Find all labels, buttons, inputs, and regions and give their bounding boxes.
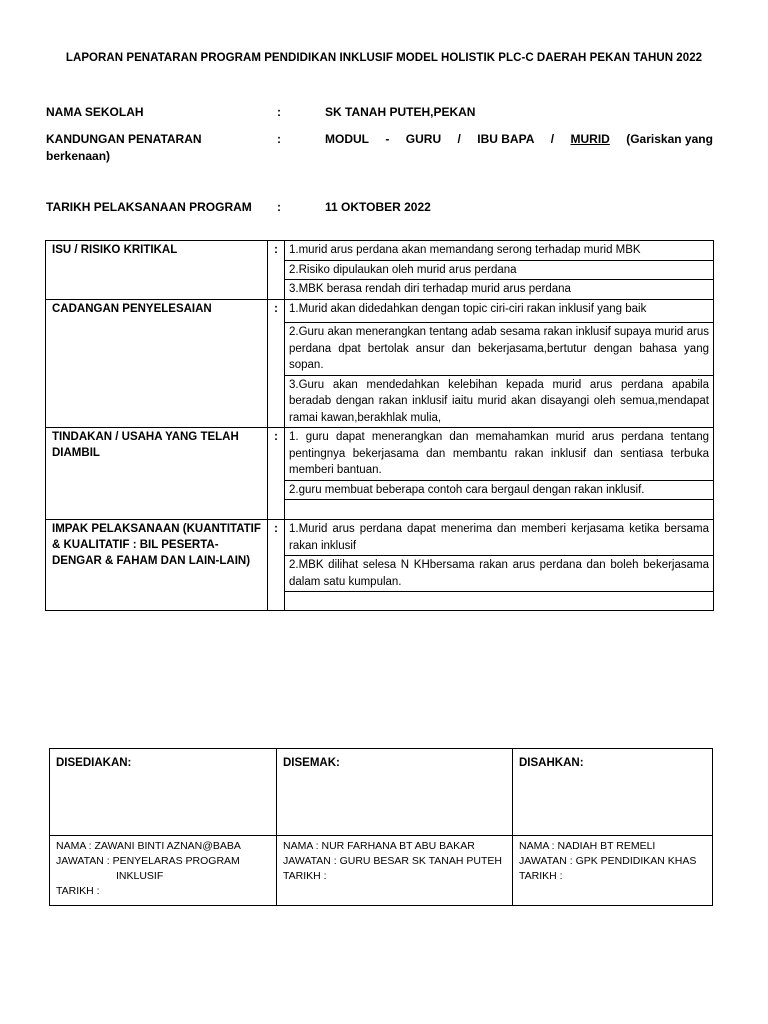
list-item: 1.Murid akan didedahkan dengan topic ciri-ciri rakan inklusif yang baik xyxy=(285,300,713,323)
section-items xyxy=(285,520,713,610)
list-item: 3.Guru akan mendedahkan kelebihan kepada murid arus perdana apabila beradab dengan rakan inklusif iaitu murid akan disayangi oleh semua,mendapat ramai kawan,berakhlak mulia, xyxy=(289,378,709,424)
list-item: 1.Murid arus perdana dapat menerima dan memberi kerjasama ketika bersama rakan inklusif xyxy=(285,520,713,556)
option-separator: / xyxy=(550,132,555,146)
option-note: (Gariskan yang xyxy=(626,132,713,146)
list-item xyxy=(285,592,713,611)
prepared-by-heading: DISEDIAKAN: xyxy=(50,749,277,836)
prepared-post-continued: INKLUSIF xyxy=(116,870,164,882)
section-row-issues xyxy=(46,241,714,300)
approved-by-details xyxy=(513,836,713,906)
approved-post: JAWATAN : GPK PENDIDIKAN KHAS xyxy=(519,855,697,867)
list-item xyxy=(285,500,713,520)
section-label: ISU / RISIKO KRITIKAL xyxy=(46,241,268,300)
section-items xyxy=(285,241,713,299)
prepared-post: JAWATAN : PENYELARAS PROGRAM xyxy=(56,855,240,867)
approved-date: TARIKH : xyxy=(519,870,563,882)
content-colon: : xyxy=(277,132,281,146)
option-ibubapa: IBU BAPA xyxy=(477,132,535,146)
prepared-name: NAMA : ZAWANI BINTI AZNAN@BABA xyxy=(56,840,241,852)
date-colon: : xyxy=(277,200,281,214)
checked-name: NAMA : NUR FARHANA BT ABU BAKAR xyxy=(283,840,475,852)
list-item: 2.Risiko dipulaukan oleh murid arus perdana xyxy=(285,260,713,280)
school-colon: : xyxy=(277,105,281,119)
option-modul: MODUL xyxy=(325,132,369,146)
section-colon: : xyxy=(268,241,285,300)
prepared-by-details xyxy=(50,836,277,906)
content-options xyxy=(325,132,713,146)
section-colon: : xyxy=(268,520,285,611)
option-separator: / xyxy=(457,132,461,146)
section-colon: : xyxy=(268,299,285,428)
section-row-impact xyxy=(46,520,714,611)
list-item: 1.murid arus perdana akan memandang serong terhadap murid MBK xyxy=(285,241,713,260)
prepared-date: TARIKH : xyxy=(56,885,100,897)
content-label: KANDUNGAN PENATARAN xyxy=(46,132,202,146)
list-item: 2.guru membuat beberapa contoh cara bergaul dengan rakan inklusif. xyxy=(285,480,713,500)
list-item: 2.MBK dilihat selesa N KHbersama rakan arus perdana dan boleh bekerjasama dalam satu kumpulan. xyxy=(285,556,713,592)
section-label: TINDAKAN / USAHA YANG TELAH DIAMBIL xyxy=(46,428,268,520)
section-items xyxy=(285,300,713,428)
checked-post: JAWATAN : GURU BESAR SK TANAH PUTEH xyxy=(283,855,502,867)
list-item: 1. guru dapat menerangkan dan memahamkan murid arus perdana tentang pentingnya bekerjasama dan membantu rakan inklusif dan sentiasa terbuka memberi bantuan. xyxy=(285,428,713,480)
approved-by-heading: DISAHKAN: xyxy=(513,749,713,836)
list-item: 3.MBK berasa rendah diri terhadap murid arus perdana xyxy=(289,283,571,295)
checked-by-heading: DISEMAK: xyxy=(277,749,513,836)
report-table xyxy=(45,240,714,611)
checked-by-details xyxy=(277,836,513,906)
content-label-continued: berkenaan) xyxy=(46,149,111,163)
document-title: LAPORAN PENATARAN PROGRAM PENDIDIKAN INKLUSIF MODEL HOLISTIK PLC-C DAERAH PEKAN TAHUN 2022 xyxy=(65,52,703,64)
school-value: SK TANAH PUTEH,PEKAN xyxy=(325,105,476,119)
section-label: CADANGAN PENYELESAIAN xyxy=(46,299,268,428)
checked-date: TARIKH : xyxy=(283,870,327,882)
signature-table xyxy=(49,748,713,906)
date-label: TARIKH PELAKSANAAN PROGRAM xyxy=(46,200,252,214)
approved-name: NAMA : NADIAH BT REMELI xyxy=(519,840,656,852)
option-murid-underlined: MURID xyxy=(570,132,610,146)
option-dash: - xyxy=(385,132,390,146)
section-row-actions xyxy=(46,428,714,520)
section-row-proposals xyxy=(46,299,714,428)
option-guru: GURU xyxy=(405,132,442,146)
section-label: IMPAK PELAKSANAAN (KUANTITATIF & KUALITATIF : BIL PESERTA-DENGAR & FAHAM DAN LAIN-LAIN) xyxy=(46,520,268,611)
date-value: 11 OKTOBER 2022 xyxy=(325,200,431,214)
list-item: 2.Guru akan menerangkan tentang adab sesama rakan inklusif supaya murid arus perdana dpat bertolak ansur dan bekerjasama,bertutur dengan bahasa yang sopan. xyxy=(285,323,713,376)
section-items xyxy=(285,428,713,519)
section-colon: : xyxy=(268,428,285,520)
school-label: NAMA SEKOLAH xyxy=(46,105,144,119)
